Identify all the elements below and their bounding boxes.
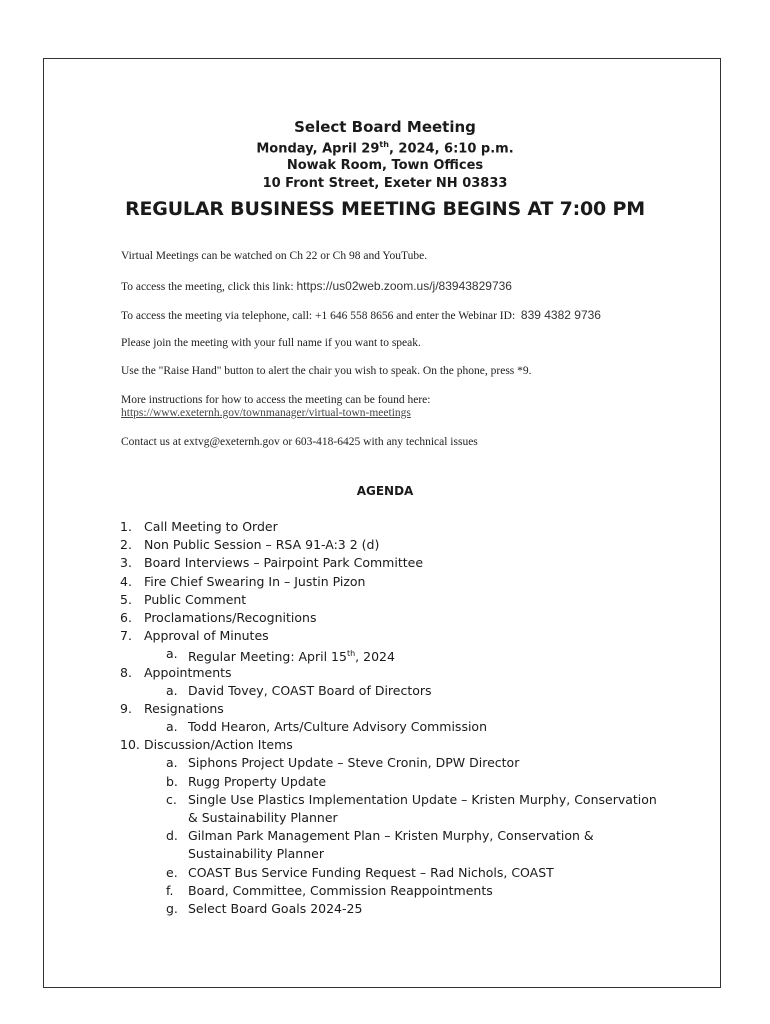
agenda-subitem xyxy=(120,900,680,918)
item-number: 8. xyxy=(120,664,132,680)
meeting-title: Select Board Meeting xyxy=(294,118,476,136)
agenda-subitem xyxy=(120,864,680,882)
agenda-subitem xyxy=(120,754,680,772)
item-number: a. xyxy=(166,646,178,662)
date-sup: th xyxy=(379,140,389,149)
item-number: a. xyxy=(166,719,178,735)
meeting-address: 10 Front Street, Exeter NH 03833 xyxy=(262,176,508,191)
webinar-id: 839 4382 9736 xyxy=(520,308,601,322)
item-text: Approval of Minutes xyxy=(144,628,269,644)
date-prefix: Monday, April 29 xyxy=(256,141,380,157)
item-text: Public Comment xyxy=(144,591,247,607)
meeting-date xyxy=(0,140,770,156)
item-text: Call Meeting to Order xyxy=(144,519,278,534)
item-text: Gilman Park Management Plan – Kristen Murphy, Conservation & Sustainability Planner xyxy=(188,828,594,862)
item-number: 4. xyxy=(120,573,132,589)
item-text: Discussion/Action Items xyxy=(144,737,293,753)
agenda-item xyxy=(120,518,680,536)
agenda-item xyxy=(120,736,680,754)
item-number: a. xyxy=(166,755,178,771)
agenda-item xyxy=(120,700,680,718)
item-text: Fire Chief Swearing In – Justin Pizon xyxy=(144,573,366,589)
item-number: 10. xyxy=(120,737,140,753)
join-info: Please join the meeting with your full name if you want to speak. xyxy=(121,337,421,349)
item-number: b. xyxy=(166,773,178,789)
item-text: Proclamations/Recognitions xyxy=(144,609,317,625)
item-number: c. xyxy=(166,791,177,807)
item-text: Rugg Property Update xyxy=(188,773,327,789)
item-text: Resignations xyxy=(144,700,224,716)
agenda-item xyxy=(120,554,680,572)
agenda-item xyxy=(120,609,680,627)
item-text: Todd Hearon, Arts/Culture Advisory Commission xyxy=(188,719,487,735)
agenda-title: AGENDA xyxy=(356,484,414,498)
phone-text: To access the meeting via telephone, call: +1 646 558 8656 and enter the Webinar ID: xyxy=(121,310,516,322)
zoom-link-line xyxy=(121,279,512,293)
item-number: d. xyxy=(166,828,178,844)
agenda-item xyxy=(120,627,680,645)
item-text: COAST Bus Service Funding Request – Rad Nichols, COAST xyxy=(188,864,554,880)
agenda-subitem xyxy=(120,645,680,663)
item-number: g. xyxy=(166,900,178,916)
meeting-room: Nowak Room, Town Offices xyxy=(286,158,484,173)
agenda-subitem xyxy=(120,773,680,791)
agenda-item xyxy=(120,573,680,591)
virtual-info: Virtual Meetings can be watched on Ch 22 or Ch 98 and YouTube. xyxy=(121,250,428,262)
item-number: 2. xyxy=(120,537,132,553)
instructions-text: More instructions for how to access the meeting can be found here: xyxy=(121,394,431,406)
item-text: Single Use Plastics Implementation Update – Kristen Murphy, Conservation & Sustainability Planner xyxy=(188,791,657,826)
agenda-list xyxy=(120,518,680,918)
item-number: 6. xyxy=(120,609,132,625)
agenda-item xyxy=(120,536,680,554)
agenda-subitem xyxy=(120,791,680,827)
date-suffix: , 2024, 6:10 p.m. xyxy=(388,141,514,157)
item-text-suffix: , 2024 xyxy=(355,649,395,665)
contact-info: Contact us at extvg@exeternh.gov or 603-418-6425 with any technical issues xyxy=(121,436,478,448)
item-text: Select Board Goals 2024-25 xyxy=(188,900,363,916)
item-number: 5. xyxy=(120,591,132,607)
item-number: e. xyxy=(166,864,178,880)
agenda-subitem xyxy=(120,682,680,700)
phone-line xyxy=(121,308,601,322)
item-number: 3. xyxy=(120,555,132,571)
business-banner: REGULAR BUSINESS MEETING BEGINS AT 7:00 PM xyxy=(125,198,645,220)
raise-hand-info: Use the "Raise Hand" button to alert the chair you wish to speak. On the phone, press *9. xyxy=(121,365,532,377)
item-text-sup: th xyxy=(346,649,356,659)
agenda-subitem xyxy=(120,827,680,863)
item-text: Board Interviews – Pairpoint Park Committee xyxy=(144,555,424,571)
item-text: Siphons Project Update – Steve Cronin, DPW Director xyxy=(188,755,520,771)
item-number: f. xyxy=(166,882,174,898)
agenda-item xyxy=(120,664,680,682)
agenda-item xyxy=(120,591,680,609)
item-number: a. xyxy=(166,682,178,698)
zoom-link[interactable]: https://us02web.zoom.us/j/83943829736 xyxy=(296,279,512,293)
item-text: Board, Committee, Commission Reappointments xyxy=(188,882,493,898)
item-number: 7. xyxy=(120,628,132,644)
instructions-link[interactable]: https://www.exeternh.gov/townmanager/virtual-town-meetings xyxy=(121,407,411,419)
agenda-subitem xyxy=(120,882,680,900)
item-text: David Tovey, COAST Board of Directors xyxy=(188,682,432,698)
item-number: 1. xyxy=(120,519,132,534)
item-text: Appointments xyxy=(144,664,232,680)
zoom-link-prefix: To access the meeting, click this link: xyxy=(121,281,297,293)
agenda-subitem xyxy=(120,718,680,736)
item-text-prefix: Regular Meeting: April 15 xyxy=(188,649,347,665)
item-number: 9. xyxy=(120,700,132,716)
item-text: Non Public Session – RSA 91-A:3 2 (d) xyxy=(144,537,380,553)
